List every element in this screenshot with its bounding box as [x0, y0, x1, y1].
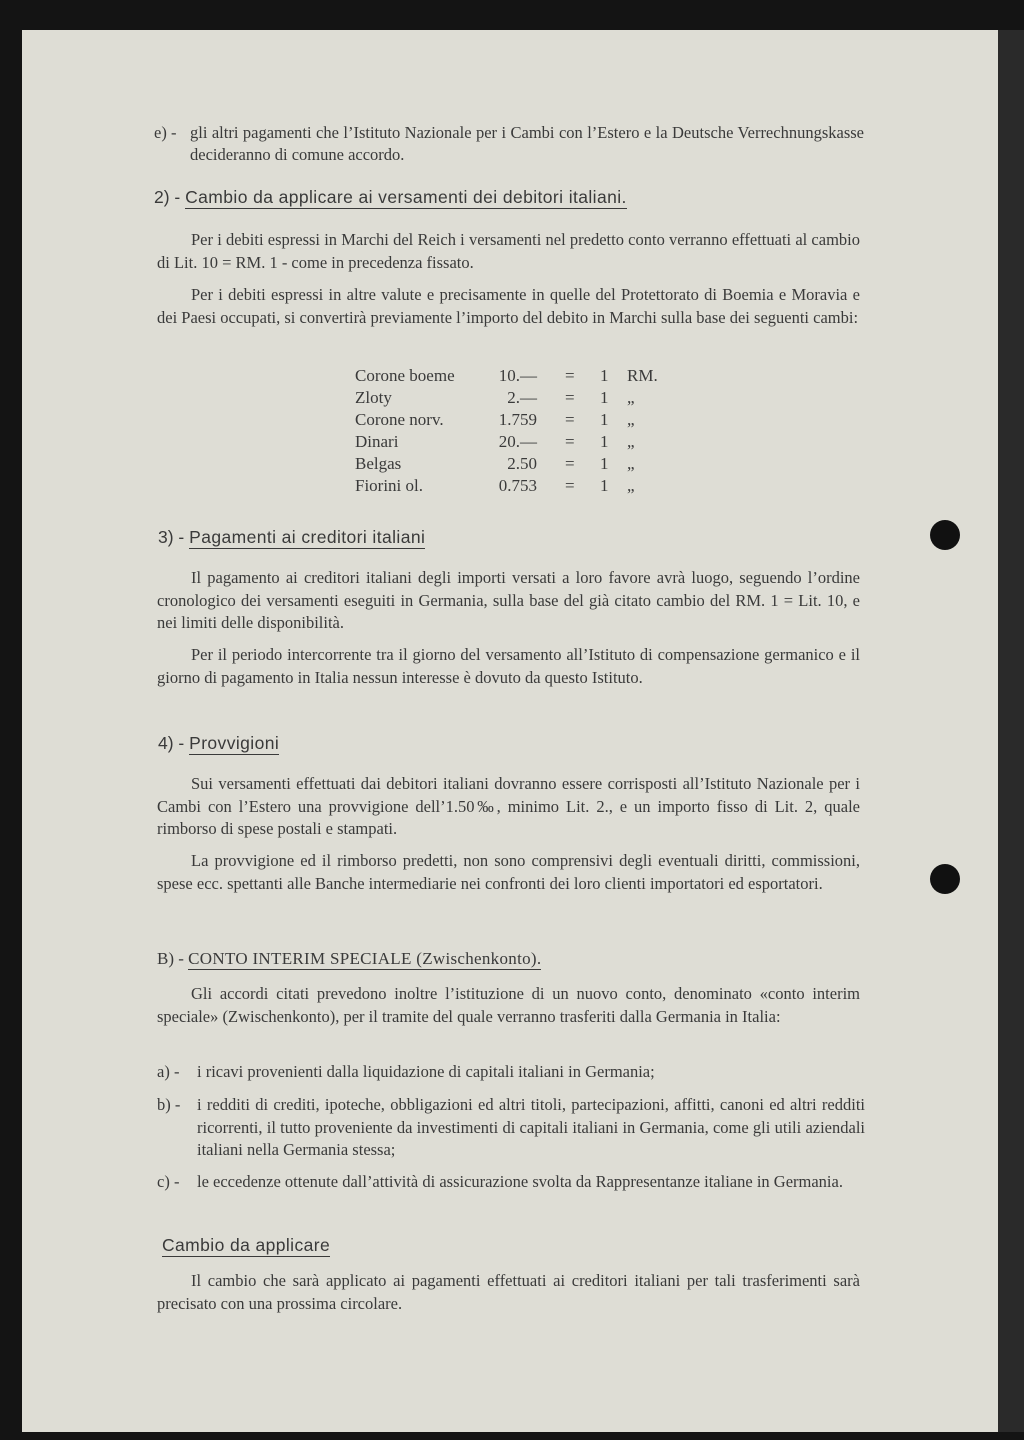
section-b-paragraph-1: Gli accordi citati prevedono inoltre l’istituzione di un nuovo conto, denominato «conto interim speciale» (Zwischenkonto), per il tramite del quale verranno trasferiti dalla Germania in Italia: — [157, 984, 860, 1026]
section-title: CONTO INTERIM SPECIALE (Zwischenkonto). — [188, 949, 542, 968]
list-item-text: le eccedenze ottenute dall’attività di assicurazione svolta da Rappresentanze italiane in Germania. — [197, 1172, 843, 1191]
list-item-text: i ricavi provenienti dalla liquidazione di capitali italiani in Germania; — [197, 1062, 655, 1081]
rate-row — [355, 453, 695, 475]
section-4-paragraph-1: Sui versamenti effettuati dai debitori italiani dovranno essere corrisposti all’Istituto Nazionale per i Cambi con l’Estero una provvigione dell’1.50‰, minimo Lit. 2., e un importo fisso di Lit. 2, quale rimborso di spese postali e stampati. — [157, 774, 860, 838]
rate-unit: RM. — [627, 366, 658, 385]
section-3-heading — [158, 525, 425, 549]
equals-sign: = — [565, 476, 575, 495]
currency-value: 0.753 — [498, 476, 537, 495]
currency-name: Zloty — [355, 388, 392, 407]
section-title: Cambio da applicare — [162, 1235, 331, 1255]
list-item-a — [157, 1061, 865, 1084]
rate-unit: „ — [627, 410, 635, 429]
currency-name: Corone norv. — [355, 410, 444, 429]
list-marker: e) - — [154, 123, 177, 142]
rate-unit: „ — [627, 388, 635, 407]
rate-row — [355, 387, 695, 409]
rate-row — [355, 409, 695, 431]
list-item-text: i redditi di crediti, ipoteche, obbligazioni ed altri titoli, partecipazioni, affitti, canoni ed altri redditi ricorrenti, il tutto proveniente da investimenti di capitali italiani in Germania, come gli utili aziendali italiani nella Germania stessa; — [197, 1095, 865, 1159]
punch-hole-top — [930, 520, 960, 550]
rate-unit: „ — [627, 476, 635, 495]
section-title: Cambio da applicare ai versamenti dei debitori italiani. — [185, 187, 627, 207]
section-title: Pagamenti ai creditori italiani — [189, 527, 426, 547]
section-4-paragraph-2: La provvigione ed il rimborso predetti, non sono comprensivi degli eventuali diritti, commissioni, spese ecc. spettanti alle Banche intermediarie nei confronti dei loro clienti importatori ed esportatori. — [157, 851, 860, 893]
section-2-paragraph-1: Per i debiti espressi in Marchi del Reich i versamenti nel predetto conto verranno effettuati al cambio di Lit. 10 = RM. 1 - come in precedenza fissato. — [157, 230, 860, 272]
rate-row — [355, 365, 695, 387]
section-2-paragraph-2: Per i debiti espressi in altre valute e precisamente in quelle del Protettorato di Boemia e Moravia e dei Paesi occupati, si convertirà previamente l’importo del debito in Marchi sulla base dei seguenti cambi: — [157, 285, 860, 327]
document-page — [22, 30, 998, 1432]
list-marker: c) - — [157, 1172, 180, 1191]
currency-value: 1.759 — [498, 410, 537, 429]
currency-value: 10.— — [498, 366, 537, 385]
section-2-heading — [154, 185, 627, 209]
punch-hole-bottom — [930, 864, 960, 894]
list-marker: b) - — [157, 1095, 181, 1114]
rate-one: 1 — [600, 410, 609, 429]
cambio-paragraph: Il cambio che sarà applicato ai pagamenti effettuati ai creditori italiani per tali trasferimenti sarà precisato con una prossima circolare. — [157, 1271, 860, 1313]
section-4-heading — [158, 731, 279, 755]
rate-row — [355, 475, 695, 497]
exchange-rate-table — [355, 365, 695, 497]
section-number: B) - — [157, 949, 184, 968]
list-item-c — [157, 1171, 865, 1194]
equals-sign: = — [565, 432, 575, 451]
scanner-background-edge — [998, 30, 1024, 1432]
list-item-b — [157, 1094, 865, 1162]
currency-name: Dinari — [355, 432, 399, 451]
list-marker: a) - — [157, 1062, 180, 1081]
list-item-e — [154, 122, 864, 166]
rate-one: 1 — [600, 388, 609, 407]
list-item-text: gli altri pagamenti che l’Istituto Nazionale per i Cambi con l’Estero e la Deutsche Verrechnungskasse decideranno di comune accordo. — [190, 123, 864, 164]
section-3-paragraph-1: Il pagamento ai creditori italiani degli importi versati a loro favore avrà luogo, seguendo l’ordine cronologico dei versamenti eseguiti in Germania, sulla base del già citato cambio del RM. 1 = Lit. 10, e nei limiti delle disponibilità. — [157, 568, 860, 632]
section-number: 3) - — [158, 527, 185, 547]
section-3-paragraph-2: Per il periodo intercorrente tra il giorno del versamento all’Istituto di compensazione germanico e il giorno di pagamento in Italia nessun interesse è dovuto da questo Istituto. — [157, 645, 860, 687]
currency-name: Fiorini ol. — [355, 476, 424, 495]
section-b-heading — [157, 947, 541, 971]
equals-sign: = — [565, 366, 575, 385]
equals-sign: = — [565, 388, 575, 407]
rate-one: 1 — [600, 454, 609, 473]
cambio-heading — [162, 1233, 330, 1257]
currency-value: 2.— — [507, 388, 537, 407]
rate-one: 1 — [600, 476, 609, 495]
rate-row — [355, 431, 695, 453]
equals-sign: = — [565, 454, 575, 473]
section-title: Provvigioni — [189, 733, 280, 753]
currency-value: 2.50 — [507, 454, 537, 473]
rate-unit: „ — [627, 432, 635, 451]
section-number: 4) - — [158, 733, 185, 753]
section-number: 2) - — [154, 187, 181, 207]
currency-value: 20.— — [498, 432, 537, 451]
rate-unit: „ — [627, 454, 635, 473]
rate-one: 1 — [600, 366, 609, 385]
currency-name: Corone boeme — [355, 366, 455, 385]
equals-sign: = — [565, 410, 575, 429]
rate-one: 1 — [600, 432, 609, 451]
currency-name: Belgas — [355, 454, 402, 473]
